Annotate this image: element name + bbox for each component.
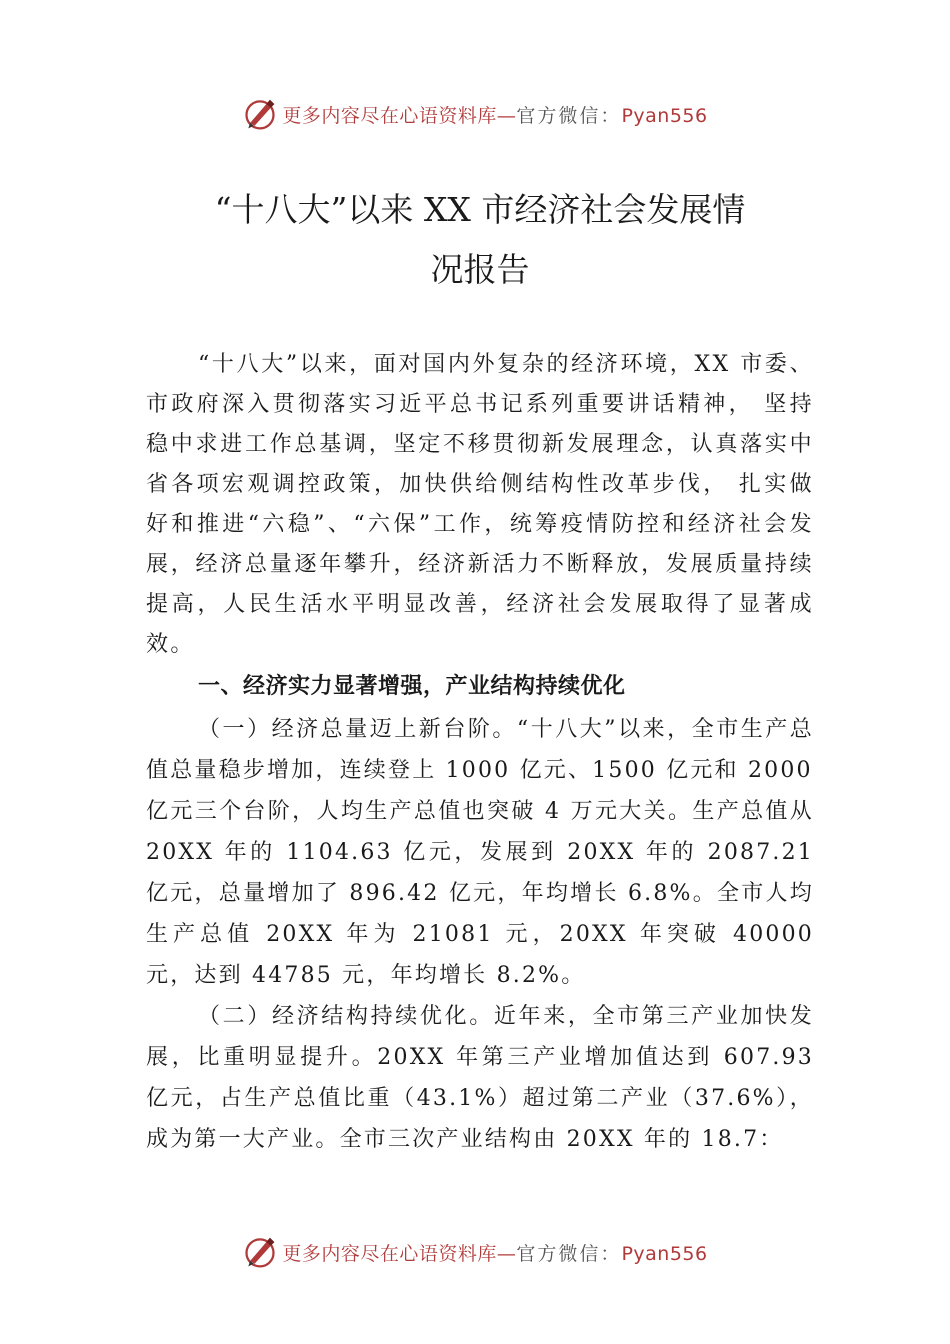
banner-slogan: 更多内容尽在心语资料库 (282, 104, 497, 127)
banner-text (282, 101, 707, 128)
pen-logo-icon (242, 1234, 278, 1270)
banner-separator: — (496, 104, 517, 127)
section1-para1-a: （一）经济总量迈上新台阶。“十八大”以来，全市生产总值总量稳步增加，连续登上 1000 亿元、1500 亿元和 2000 (146, 717, 814, 783)
title-line-2: 况报告 (430, 250, 530, 289)
banner-text (282, 1239, 707, 1266)
intro-paragraph: “十八大”以来，面对国内外复杂的经济环境，XX 市委、市政府深入贯彻落实习近平总书记系列重要讲话精神， 坚持稳中求进工作总基调，坚定不移贯彻新发展理念，认真落实中省各项宏观调控政策，加快供给侧结构性改革步伐， 扎实做好和推进“六稳”、“六保”工作，统筹疫情防控和经济社会发展，经济总量逐年攀升，经济新活力不断释放，发展质量持续提高，人民生活水平明显改善，经济社会发展取得了显著成效。 (146, 352, 814, 657)
document-body (146, 345, 814, 1160)
section1-para1-b: 亿元三个台阶，人均生产总值也突破 4 万元大关。生产总值从 20XX 年的 1104.63 亿元，发展到 20XX 年的 2087.21 亿元，总量增加了 896.42 亿元，年均增长 6.8%。全市人均生产总值 20XX 年为 21081 元，20XX 年突破 40000 元，达到 44785 元，年均增长 8.2%。 (146, 799, 814, 988)
footer-watermark-banner (0, 1232, 950, 1272)
section-heading-1: 一、经济实力显著增强，产业结构持续优化 (198, 674, 626, 699)
section1-para2: （二）经济结构持续优化。近年来，全市第三产业加快发展，比重明显提升。20XX 年第三产业增加值达到 607.93 亿元，占生产总值比重（43.1%）超过第二产业（37.6%），成为第一大产业。全市三次产业结构由 20XX 年的 18.7： (146, 1004, 814, 1152)
title-line-1: “十八大”以来 XX 市经济社会发展情 (214, 190, 746, 229)
banner-wechat-id: Pyan556 (621, 104, 708, 127)
banner-wechat-label: 官方微信： (516, 104, 622, 127)
banner-separator: — (496, 1242, 517, 1265)
banner-wechat-id: Pyan556 (621, 1242, 708, 1265)
pen-logo-icon (242, 96, 278, 132)
document-title (146, 180, 814, 300)
header-watermark-banner (0, 94, 950, 134)
banner-slogan: 更多内容尽在心语资料库 (282, 1242, 497, 1265)
banner-wechat-label: 官方微信： (516, 1242, 622, 1265)
